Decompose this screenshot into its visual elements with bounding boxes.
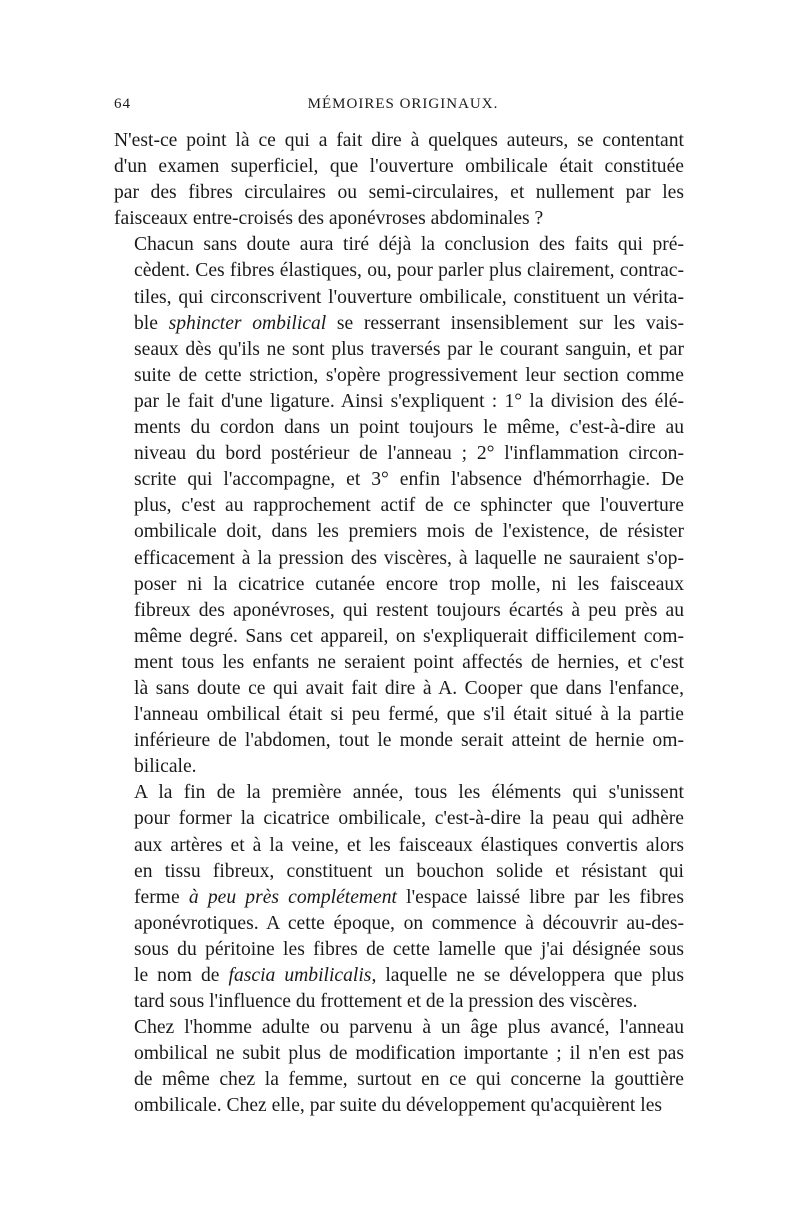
text-line: tard sous l'influence du frottement et de la pression des viscères.	[134, 991, 638, 1013]
text-line: plus, c'est au rapprochement actif de ce sphincter que l'ouverture	[134, 495, 684, 517]
text-line: ferme à peu près complétement l'espace laissé libre par les fibres	[134, 886, 684, 908]
body-text	[114, 128, 684, 1120]
text-line: le nom de fascia umbilicalis, laquelle ne se développera que plus	[134, 965, 684, 986]
running-title: MÉMOIRES ORIGINAUX.	[307, 96, 499, 112]
text-line: efficacement à la pression des viscères, à laquelle ne sauraient s'op-	[134, 547, 684, 569]
paragraph	[114, 780, 684, 1015]
text-line: de même chez la femme, surtout en ce qui concerne la gouttière	[134, 1069, 684, 1091]
text-line: inférieure de l'abdomen, tout le monde serait atteint de hernie om-	[134, 730, 684, 752]
text-line: ment tous les enfants ne seraient point affectés de hernies, et c'est	[134, 651, 684, 673]
text-line: sous du péritoine les fibres de cette lamelle que j'ai désignée sous	[134, 938, 684, 960]
text-line: N'est-ce point là ce qui a fait dire à quelques auteurs, se contentant	[114, 130, 684, 151]
text-line: Chacun sans doute aura tiré déjà la conclusion des faits qui pré-	[134, 234, 684, 256]
text-line: cèdent. Ces fibres élastiques, ou, pour parler plus clairement, contrac-	[134, 260, 684, 282]
text-line: A la fin de la première année, tous les éléments qui s'unissent	[134, 782, 684, 804]
text-line: l'anneau ombilical était si peu fermé, que s'il était situé à la partie	[134, 704, 684, 726]
text-line: pour former la cicatrice ombilicale, c'est-à-dire la peau qui adhère	[134, 808, 684, 830]
text-line: par le fait d'une ligature. Ainsi s'expliquent : 1° la division des élé-	[134, 390, 684, 412]
text-line: suite de cette striction, s'opère progressivement leur section comme	[134, 364, 684, 386]
text-line: aponévrotiques. A cette époque, on commence à découvrir au-des-	[134, 912, 684, 934]
italic-term: à peu près complétement	[188, 886, 397, 908]
running-head	[114, 96, 692, 120]
text-line: bilicale.	[134, 756, 197, 778]
italic-term: sphincter ombilical	[168, 312, 327, 334]
text-line: aux artères et à la veine, et les faisceaux élastiques convertis alors	[134, 834, 684, 856]
text-line: ombilicale. Chez elle, par suite du développement qu'acquièrent les	[134, 1095, 663, 1117]
text-line: ombilicale doit, dans les premiers mois de l'existence, de résister	[134, 521, 684, 543]
text-line: Chez l'homme adulte ou parvenu à un âge plus avancé, l'anneau	[134, 1017, 684, 1039]
text-line: là sans doute ce qui avait fait dire à A. Cooper que dans l'enfance,	[134, 677, 684, 699]
text-line: seaux dès qu'ils ne sont plus traversés par le courant sanguin, et par	[134, 338, 684, 360]
paragraph	[114, 1015, 684, 1119]
text-line: niveau du bord postérieur de l'anneau ; 2° l'inflammation circon-	[134, 443, 684, 465]
text-line: ombilical ne subit plus de modification importante ; il n'en est pas	[134, 1043, 684, 1065]
text-line: par des fibres circulaires ou semi-circulaires, et nullement par les	[114, 182, 684, 204]
text-line: d'un examen superficiel, que l'ouverture ombilicale était constituée	[114, 156, 684, 178]
page-number: 64	[114, 96, 131, 112]
text-line: ments du cordon dans un point toujours le même, c'est-à-dire au	[134, 417, 684, 439]
text-line: scrite qui l'accompagne, et 3° enfin l'absence d'hémorrhagie. De	[134, 469, 684, 491]
text-line: faisceaux entre-croisés des aponévroses abdominales ?	[114, 208, 544, 230]
text-line: même degré. Sans cet appareil, on s'expliquerait difficilement com-	[134, 625, 684, 647]
text-line: tiles, qui circonscrivent l'ouverture ombilicale, constituent un vérita-	[134, 286, 684, 308]
paragraph	[114, 128, 684, 232]
text-line: en tissu fibreux, constituent un bouchon solide et résistant qui	[134, 860, 684, 882]
paragraph	[114, 232, 684, 780]
italic-term: fascia umbilicalis	[228, 965, 372, 986]
text-line: poser ni la cicatrice cutanée encore trop molle, ni les faisceaux	[134, 573, 684, 595]
text-line: ble sphincter ombilical se resserrant insensiblement sur les vais-	[134, 312, 684, 334]
text-line: fibreux des aponévroses, qui restent toujours écartés à peu près au	[134, 599, 684, 621]
